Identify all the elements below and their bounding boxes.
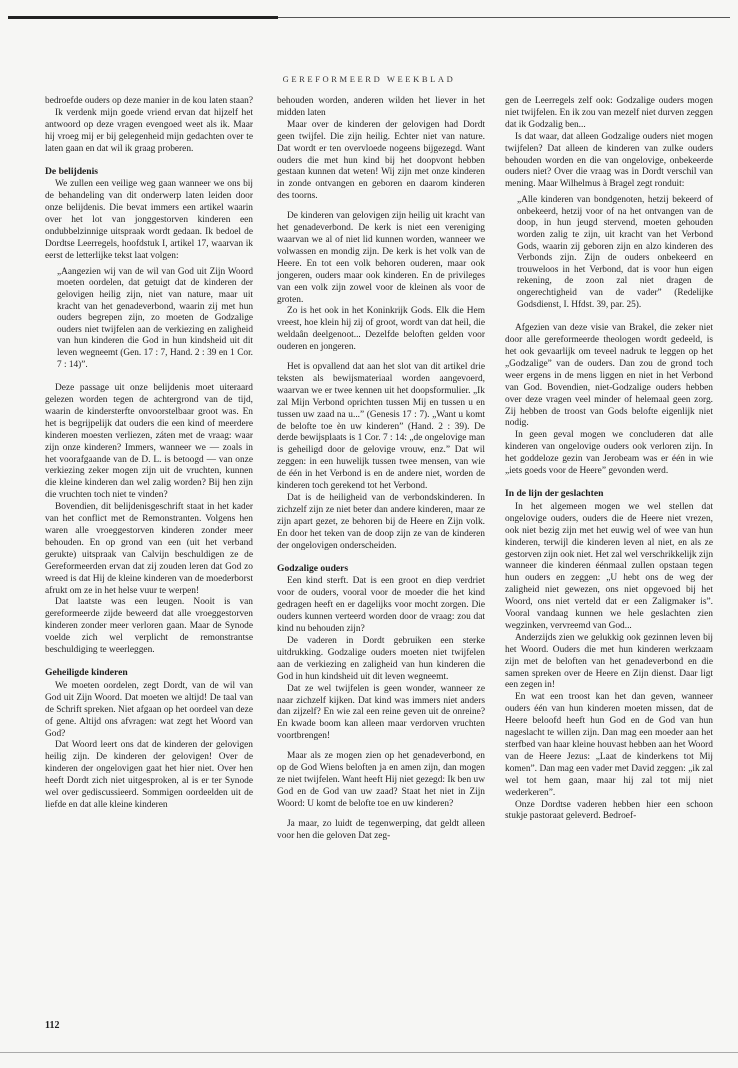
paragraph: We zullen een veilige weg gaan wanneer we ons bij de behandeling van dit onderwerp laten leiden door onze belijdenis. Die bevat immers een artikel waarin over het lot van jonggestorven kinderen een ondubbelzinnige uitspraak wordt gedaan. Ik bedoel de Dordtse Leerregels, hoofdstuk I, artikel 17, waarvan ik eerst de letterlijke tekst laat volgen: [45,179,253,261]
paragraph: De vaderen in Dordt gebruiken een sterke uitdrukking. Godzalige ouders moeten niet twijfelen aan de verkiezing en zaligheid van hun kinderen die God in hun kindsheid uit dit leven wegneemt. [277,635,485,682]
paragraph: Maar als ze mogen zien op het genadeverbond, en op de God Wiens beloften ja en amen zijn, dan mogen ze niet twijfelen. Want heeft Hij niet gezegd: Ik ben uw God en de God van uw zaad? Staat het niet in Zijn Woord: U komt de belofte toe en uw kinderen? [277,751,485,809]
column-1 [45,96,253,812]
paragraph: Ja maar, zo luidt de tegenwerping, dat geldt alleen voor hen die geloven Dat zeg- [277,818,485,841]
paragraph: gen de Leerregels zelf ook: Godzalige ouders mogen niet twijfelen. En ik zou van mezelf niet durven zeggen dat ik Godzalig ben... [505,96,713,130]
paragraph: De kinderen van gelovigen zijn heilig uit kracht van het genadeverbond. De kerk is niet een vereniging waarvan we al of niet lid kunnen worden, wanneer we volwassen en mondig zijn. De kerk is het volk van de Heere. En tot een volk behoren ouderen, maar ook jongeren, ouders maar ook kinderen. En de privileges van een volk zijn zowel voor de kleinen als voor de groten. [277,211,485,305]
quote: „Alle kinderen van bondgenoten, hetzij bekeerd of onbekeerd, hetzij voor of na het ontvangen van de doop, in hun jeugd stervend, moeten gehouden worden zalig te zijn, uit kracht van het Verbond Gods, waarin zij geboren zijn en alzo kinderen des Verbonds zijn. Zijn de ouders onbekeerd en trouweloos in het Verbond, dat is voor hun eigen rekening, de zoon zal niet dragen de ongerechtigheid van de vader” (Redelijke Godsdienst, I. Hfdst. 39, par. 25). [517,195,713,310]
paragraph: En wat een troost kan het dan geven, wanneer ouders één van hun kinderen moeten missen, dat de Heere beloofd heeft hun God en de God van hun nageslacht te willen zijn. Dan mag een moeder aan het sterfbed van haar kleine houvast hebben aan het Woord van de Heere Jezus: „Laat de kinderkens tot Mij komen”. Dan mag een vader met David zeggen: „ik zal wel tot hem gaan, maar hij zal tot mij niet wederkeren”. [505,692,713,798]
masthead: GEREFORMEERD WEEKBLAD [282,74,456,84]
paragraph: Dat laatste was een leugen. Nooit is van gereformeerde zijde beweerd dat alle vroeggestorven kinderen zonder meer verloren gaan. Maar de Synode voelde zich wel verplicht de remonstrantse beschuldiging te weerleggen. [45,597,253,656]
paragraph: Onze Dordtse vaderen hebben hier een schoon stukje pastoraat geleverd. Bedroef- [505,799,713,822]
paragraph: Het is opvallend dat aan het slot van dit artikel drie teksten als bewijsmateriaal worden aangevoerd, waarvan we er twee kennen uit het doopsformulier. „Ik zal Mijn Verbond oprichten tussen Mij en tussen u en tussen uw zaad na u...” (Genesis 17 : 7). „Want u komt de belofte toe èn uw kinderen” (Hand. 2 : 39). De derde bewijsplaats is 1 Cor. 7 : 14: „de ongelovige man is geheiligd door de gelovige vrouw, enz.” Dat wil zeggen: in een huwelijk tussen twee mensen, van wie de één in het Verbond is en de andere niet, worden de kinderen toch gerekend tot het Verbond. [277,362,485,492]
paragraph: Maar over de kinderen der gelovigen had Dordt geen twijfel. Die zijn heilig. Echter niet van nature. Dat wordt er ten overvloede nogeens bijgezegd. Want ouders die met hun kind bij het doopvont hebben gestaan kunnen dat weten! Wij zijn met onze kinderen in zonde ontvangen en geboren en daarom kinderen des toorns. [277,119,485,202]
paragraph: Dat is de heiligheid van de verbondskinderen. In zichzelf zijn ze niet beter dan andere kinderen, maar ze zijn apart gezet, ze behoren bij de Heere en Zijn volk. En door het teken van de doop zijn ze van de kinderen der ongelovigen onderscheiden. [277,493,485,551]
paragraph: In geen geval mogen we concluderen dat alle kinderen van ongelovige ouders ook verloren zijn. In het goddeloze gezin van Jerobeam was er één in wie „iets goeds voor de Heere” gevonden werd. [505,430,713,477]
page-number: 112 [45,1020,60,1031]
paragraph: behouden worden, anderen wilden het liever in het midden laten [277,96,485,118]
paragraph: Zo is het ook in het Koninkrijk Gods. Elk die Hem vreest, hoe klein hij zij of groot, wordt van dat heil, die weldaân deelgenoot... Dezelfde beloften gelden voor ouderen en jongeren. [277,306,485,353]
paragraph: We moeten oordelen, zegt Dordt, van de wil van God uit Zijn Woord. Dat moeten we altijd! De taal van de Schrift spreken. Niet afgaan op het oordeel van deze of gene. Altijd ons afvragen: wat zegt het Woord van God? [45,680,253,739]
paragraph: bedroefde ouders op deze manier in de kou laten staan? [45,96,253,106]
paragraph: Anderzijds zien we gelukkig ook gezinnen leven bij het Woord. Ouders die met hun kinderen werkzaam zijn met de beloften van het genadeverbond en die samen spreken over de Heere en Zijn dienst. Daar ligt een zegen in! [505,632,713,691]
section-heading: Geheiligde kinderen [45,666,128,678]
section-heading: Godzalige ouders [277,562,349,574]
paragraph: Deze passage uit onze belijdenis moet uiteraard gelezen worden tegen de achtergrond van de tijd, waarin de kindersterfte onvoorstelbaar groot was. En het is begrijpelijk dat ouders die een kind of meerdere kinderen moesten verliezen, záten met de vraag: waar zijn onze kinderen? Immers, wanneer we — zoals in het voorafgaande van de D. L. is betoogd — van onze verkiezing zeker mogen zijn uit de vruchten, kunnen die kleine kinderen dan wel zalig worden? Bij hen zijn die vruchten toch niet te vinden? [45,383,253,501]
top-rule [8,14,730,20]
paragraph: Bovendien, dit belijdenisgeschrift staat in het kader van het conflict met de Remonstranten. Volgens hen waren alle vroeggestorven kinderen zonder meer behouden. En op grond van een (uit het verband gerukte) uitspraak van Calvijn beschuldigen ze de Gereformeerden ervan dat zij zouden leren dat God zo wreed is dat Hij de kleine kinderen van de moederborst afrukt om ze in het helse vuur te werpen! [45,502,253,596]
paragraph: Is dat waar, dat alleen Godzalige ouders niet mogen twijfelen? Dat alleen de kinderen van zulke ouders behouden worden en die van ongelovige, onbekeerde ouders niet? Over die vraag was in Dordt verschil van mening. Maar Wilhelmus à Bragel zegt ronduit: [505,131,713,190]
top-rule-thick [8,16,278,19]
column-3 [505,96,713,823]
column-2 [277,96,485,842]
paragraph: Ik verdenk mijn goede vriend ervan dat hijzelf het antwoord op deze vragen evengoed weet als ik. Maar hij vroeg mij er bij gelegenheid mijn gedachten over te laten gaan en dat wil ik graag proberen. [45,107,253,154]
bottom-rule [0,1052,738,1053]
paragraph: Dat Woord leert ons dat de kinderen der gelovigen heilig zijn. De kinderen der gelovigen! Over de kinderen der ongelovigen gaat het hier niet. Over hen heeft Dordt zich niet uitgesproken, al is er ter Synode wel over gediscussieerd. Sommigen oordeelden uit de liefde en dat alle kleine kinderen [45,740,253,810]
paragraph: Dat ze wel twijfelen is geen wonder, wanneer ze naar zichzelf kijken. Dat kind was immers niet anders dan zijzelf? En wie zal een reine geven uit de onreine? En kwade boom kan alleen maar verdorven vruchten voortbrengen! [277,683,485,742]
quote: „Aangezien wij van de wil van God uit Zijn Woord moeten oordelen, dat getuigt dat de kinderen der gelovigen heilig zijn, niet van nature, maar uit kracht van het genadeverbond, waarin zij met hun ouders begrepen zijn, zo moeten de Godzalige ouders niet twijfelen aan de verkiezing en zaligheid van hun kinderen die God in hun kindsheid uit dit leven wegneemt (Gen. 17 : 7, Hand. 2 : 39 en 1 Cor. 7 : 14)”. [57,266,253,370]
section-heading: De belijdenis [45,165,99,177]
paragraph: Een kind sterft. Dat is een groot en diep verdriet voor de ouders, vooral voor de moeder die het kind gedragen heeft en er dagelijks voor mocht zorgen. Die ouders kunnen verteerd worden door de vraag: zou dat kind nu behouden zijn? [277,576,485,635]
section-heading: In de lijn der geslachten [505,487,604,499]
paragraph: In het algemeen mogen we wel stellen dat ongelovige ouders, ouders die de Heere niet vrezen, ook niet bezig zijn met het euwig wel of wee van hun kinderen, terwijl die kinderen leven al niet, en als ze gestorven zijn ook niet. Het zal wel verschrikkelijk zijn wanneer die kinderen éénmaal zullen opstaan tegen hun ouders en zeggen: „U hebt ons de weg der zaligheid niet gewezen, ons niet opgevoed bij het Woord, ons niet verteld dat er een Zaligmaker is”. Vooral vandaag kunnen we hele geslachten zien wegzinken, vervreemd van God... [505,501,714,631]
paragraph: Afgezien van deze visie van Brakel, die zeker niet door alle gereformeerde theologen wordt gedeeld, is het ook gevaarlijk om teveel nadruk te leggen op het „Godzalige” van de ouders. Dan zou de grond toch weer ergens in de mens liggen en niet in het Verbond van God. Bovendien, niet-Godzalige ouders hebben over deze vragen veel minder of helemaal geen zorg. Zij hebben de troost van Gods belofte eigenlijk niet nodig. [505,323,713,429]
